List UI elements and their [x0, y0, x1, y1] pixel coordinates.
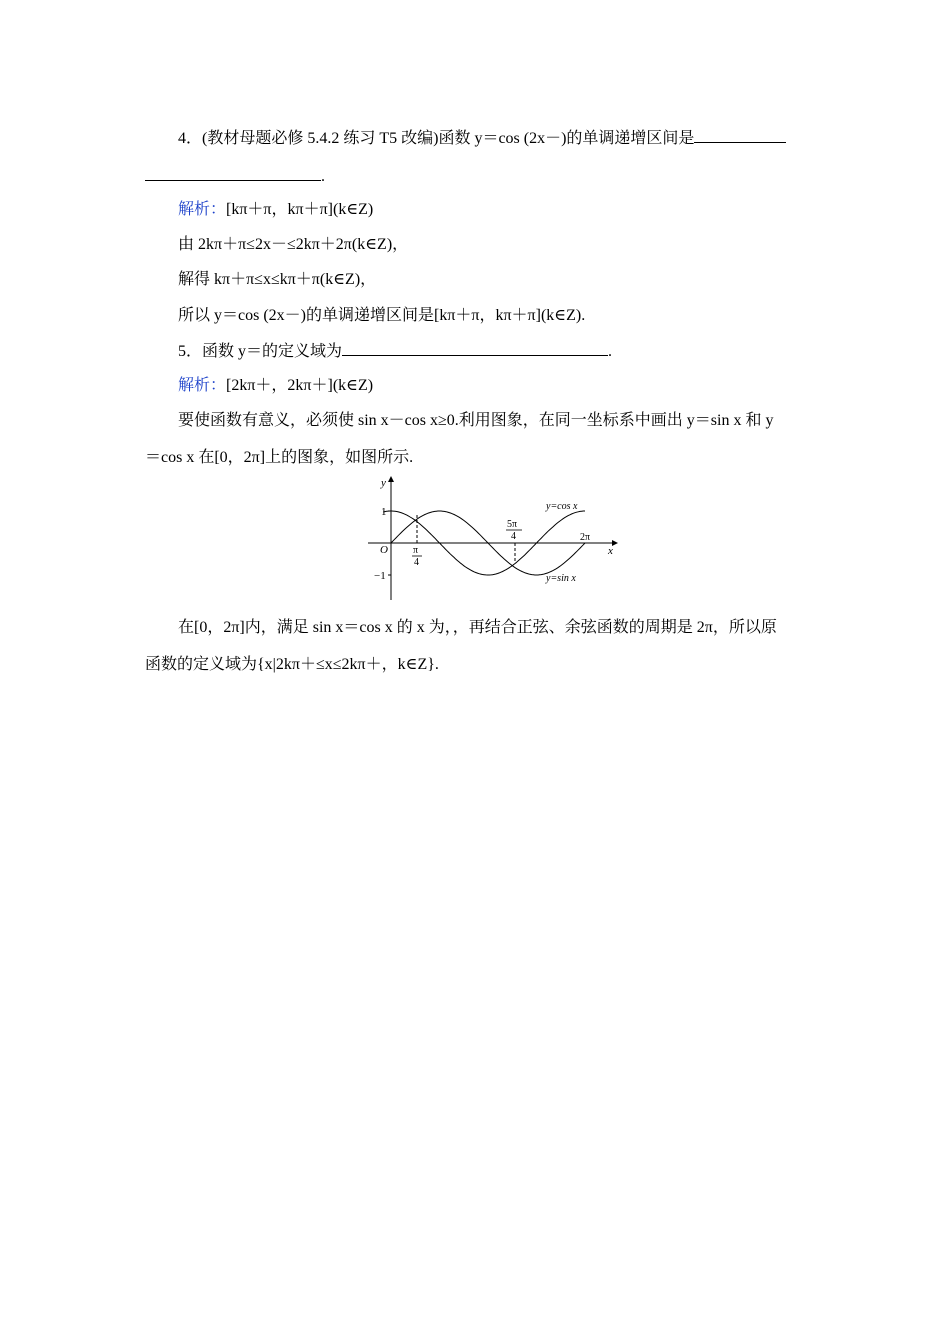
pi4-den: 4: [414, 557, 419, 568]
q4-line2-end: .: [321, 168, 325, 185]
sin-cos-graph: [362, 474, 622, 604]
x-arrow: [612, 540, 618, 546]
q4-question: (教材母题必修 5.4.2 练习 T5 改编)函数 y＝cos (2x－)的单调递增区间是: [202, 130, 695, 147]
q5-answer-blank[interactable]: [342, 341, 608, 356]
2pi-label: 2π: [580, 532, 591, 543]
cos-label: y=cos x: [546, 501, 578, 512]
q5-answer: [178, 376, 950, 396]
q5-answer-text: [2kπ＋，2kπ＋](k∈Z): [226, 377, 374, 394]
q4-answer-label: 解析：: [178, 201, 227, 218]
q4-answer-blank-2[interactable]: [145, 166, 321, 181]
q4-answer-text: [kπ＋π，kπ＋π](k∈Z): [226, 201, 374, 218]
q4-number: 4．: [178, 130, 203, 147]
5pi4-num: 5π: [507, 519, 518, 530]
pi4-num: π: [413, 545, 419, 556]
sin-label: y=sin x: [546, 573, 576, 584]
q4-answer-blank-1[interactable]: [694, 128, 786, 143]
q5-question: 函数 y＝的定义域为: [202, 343, 343, 360]
q5-para2-line1: 在[0，2π]内，满足 sin x＝cos x 的 x 为，，再结合正弦、余弦函数的周期是 2π，所以原: [178, 619, 777, 636]
q4-answer: [178, 200, 950, 220]
q4-step3: 所以 y＝cos (2x－)的单调递增区间是[kπ＋π，kπ＋π](k∈Z).: [178, 307, 586, 324]
5pi4-den: 4: [511, 531, 516, 542]
x-axis-label: x: [608, 545, 613, 557]
tick-minus1-label: −1: [374, 570, 386, 582]
y-axis-label: y: [381, 477, 386, 489]
q4-line2: [145, 166, 950, 187]
q5-line: [178, 341, 950, 362]
q4-line1: [178, 128, 950, 149]
q5-answer-label: 解析：: [178, 377, 227, 394]
q5-para1-line1: 要使函数有意义，必须使 sin x－cos x≥0.利用图象，在同一坐标系中画出 y＝sin x 和 y: [178, 412, 774, 429]
y-arrow: [388, 476, 394, 482]
q4-step1: 由 2kπ＋π≤2x－≤2kπ＋2π(k∈Z)，: [178, 236, 409, 253]
tick-1-label: 1: [381, 506, 387, 518]
q4-step2: 解得 kπ＋π≤x≤kπ＋π(k∈Z)，: [178, 271, 377, 288]
q5-number: 5．: [178, 343, 203, 360]
q5-para2-line2: 函数的定义域为{x|2kπ＋≤x≤2kπ＋，k∈Z}.: [145, 656, 439, 673]
q5-end: .: [608, 343, 613, 360]
origin-label: O: [380, 544, 388, 556]
q5-para1-line2: ＝cos x 在[0，2π]上的图象，如图所示.: [145, 449, 414, 466]
